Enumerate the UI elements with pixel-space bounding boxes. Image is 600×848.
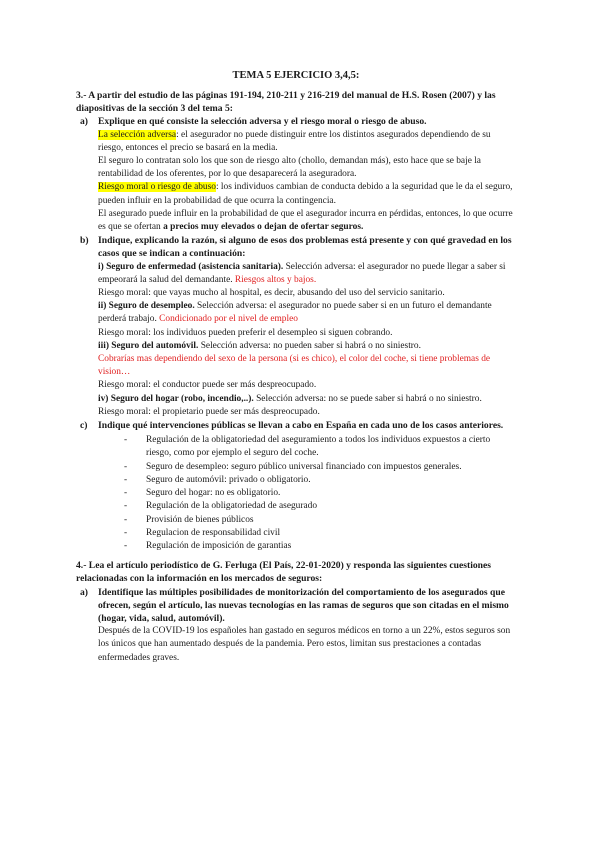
q3b-heading: Indique, explicando la razón, si alguno de esos dos problemas está presente y con qué gravedad en los casos que se indican a continuación:: [98, 235, 512, 260]
question-3-heading: 3.- A partir del estudio de las páginas 191-194, 210-211 y 216-219 del manual de H.S. Rosen (2007) y las diapositivas de la sección 3 del tema 5:: [76, 90, 496, 115]
list-item: - Provisión de bienes públicos: [124, 514, 516, 527]
q4-part-a: [76, 586, 516, 665]
case-home-moral: Riesgo moral: el propietario puede ser más despreocupado.: [98, 406, 320, 417]
q3a-heading: Explique en qué consiste la selección adversa y el riesgo moral o riesgo de abuso.: [98, 116, 427, 128]
moral-hazard-text-2: El asegurado puede influir en la probabilidad de que el asegurador incurra en pérdidas, entonces, lo que ocurre es que se ofertan: [98, 208, 513, 233]
moral-hazard-text: : los individuos cambian de conducta debido a la seguridad que le da el seguro, pueden influir en la probabilidad de que ocurra la contingencia.: [98, 182, 513, 206]
adverse-selection-paragraph: [98, 129, 516, 155]
case-car-text: Selección adversa: no pueden saber si habrá o no siniestro.: [198, 340, 421, 351]
list-item: - Regulacion de responsabilidad civil: [124, 527, 516, 540]
q3-part-a: [76, 115, 516, 234]
case-unemployment-text: Selección adversa: el asegurador no puede saber si en un futuro el demandante perderá trabajo.: [98, 301, 492, 325]
case-car-note: Cobrarías mas dependiendo del sexo de la persona (si es chico), el color del coche, si tiene problemas de vision…: [98, 354, 491, 378]
case-unemployment: [98, 300, 516, 326]
case-health-heading: i) Seguro de enfermedad (asistencia sanitaria).: [98, 261, 284, 272]
adverse-selection-text-2: El seguro lo contratan solo los que son de riesgo alto (chollo, demandan más), esto hace que se baje la rentabilidad de los oferentes, por lo que desaparecerá la aseguradora.: [98, 156, 481, 180]
case-home: [98, 393, 516, 406]
case-unemployment-heading: ii) Seguro de desempleo.: [98, 301, 195, 312]
case-unemployment-moral: Riesgo moral: los individuos pueden preferir el desempleo si siguen cobrando.: [98, 327, 393, 338]
list-item: - Seguro del hogar: no es obligatorio.: [124, 487, 516, 500]
part-label: a): [80, 116, 88, 128]
public-interventions-list: [76, 434, 516, 553]
case-car-moral: Riesgo moral: el conductor puede ser más despreocupado.: [98, 380, 317, 391]
moral-hazard-term: Riesgo moral o riesgo de abuso: [98, 182, 216, 193]
case-health-moral: Riesgo moral: que vayas mucho al hospital, es decir, abusando del uso del servicio sanitario.: [98, 288, 445, 299]
q3-part-c: [76, 419, 516, 432]
q3c-heading: Indique qué intervenciones públicas se llevan a cabo en España en cada uno de los casos anteriores.: [98, 420, 504, 432]
list-item: - Regulación de la obligatoriedad del aseguramiento a todos los individuos expuestos a cierto riesgo, como por ejemplo el seguro del coche.: [124, 434, 516, 460]
adverse-selection-term: La selección adversa: [98, 129, 177, 140]
case-unemployment-note: Condicionado por el nivel de empleo: [159, 314, 298, 325]
page-title: TEMA 5 EJERCICIO 3,4,5:: [232, 70, 360, 81]
q4a-answer: Después de la COVID-19 los españoles han gastado en seguros médicos en torno a un 22%, estos seguros son los únicos que han aumentado después de la pandemia. Pero estos, limitan sus prestaciones a contadas enfermedades graves.: [98, 626, 511, 663]
part-label: c): [80, 420, 88, 432]
part-label: a): [80, 586, 88, 598]
list-item: - Regulación de imposición de garantias: [124, 540, 516, 553]
moral-hazard-paragraph: [98, 181, 516, 207]
moral-hazard-bold: a precios muy elevados o dejan de ofertar seguros.: [163, 222, 364, 233]
case-health-note: Riesgos altos y bajos.: [234, 274, 317, 285]
case-health: [98, 261, 516, 287]
case-health-text: Selección adversa: el asegurador no puede llegar a saber si empeorará la salud del demandante.: [98, 261, 506, 285]
adverse-selection-text: : el asegurador no puede distinguir entre los distintos asegurados dependiendo de su riesgo, entonces el precio se basará en la media.: [98, 129, 491, 153]
moral-hazard-paragraph-2: [98, 208, 516, 234]
question-4-heading: 4.- Lea el artículo periodístico de G. Ferluga (El País, 22-01-2020) y responda las siguientes cuestiones relacionadas con la información en los mercados de seguros:: [76, 560, 491, 585]
q3-part-b: [76, 234, 516, 419]
case-car-heading: iii) Seguro del automóvil.: [98, 340, 199, 351]
list-item: - Seguro de desempleo: seguro público universal financiado con impuestos generales.: [124, 461, 516, 474]
part-label: b): [80, 235, 89, 247]
q4a-heading: Identifique las múltiples posibilidades de monitorización del comportamiento de los asegurados que ofrecen, según el artículo, las nuevas tecnologías en las ramas de seguros que son citadas en el mismo (hogar, vida, salud, automóvil).: [98, 586, 509, 624]
case-car: [98, 340, 516, 353]
case-home-text: Selección adversa: no se puede saber si habrá o no siniestro.: [253, 393, 482, 404]
list-item: - Seguro de automóvil: privado o obligatorio.: [124, 474, 516, 487]
case-home-heading: iv) Seguro del hogar (robo, incendio,..).: [98, 393, 254, 404]
list-item: - Regulación de la obligatoriedad de asegurado: [124, 500, 516, 513]
